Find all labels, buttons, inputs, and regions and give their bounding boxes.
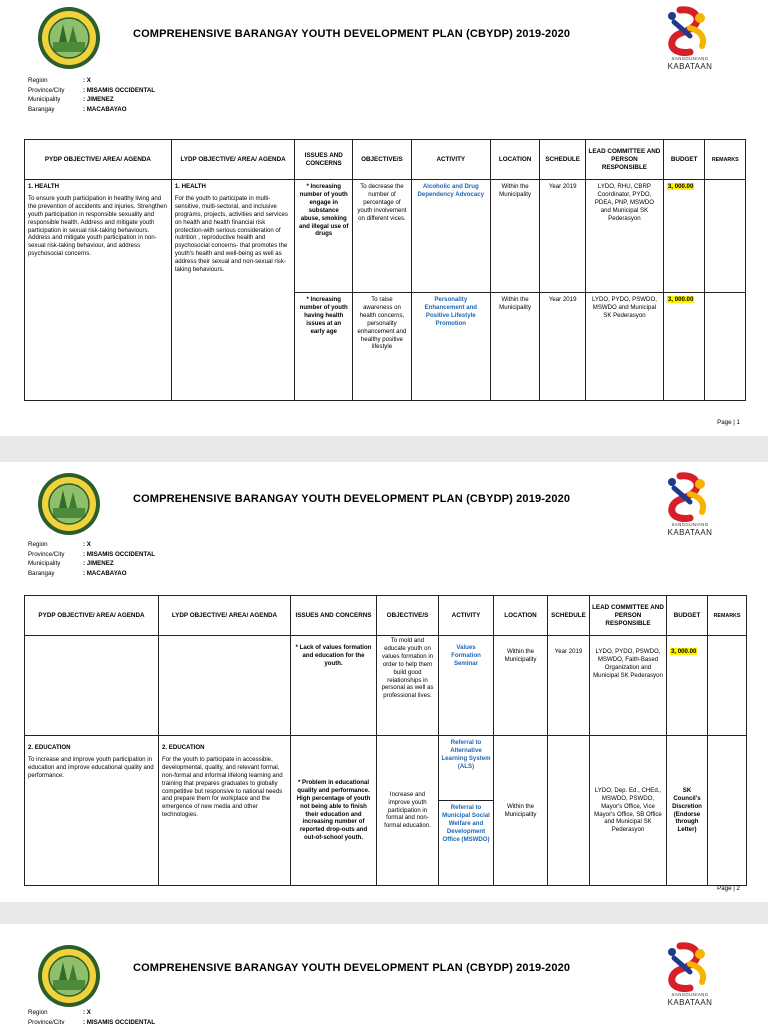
info-province: Province/City : MISAMIS OCCIDENTAL bbox=[28, 550, 156, 558]
issue-cell: * Lack of values formation and education for the youth. bbox=[291, 636, 377, 736]
header-lead: LEAD COMMITTEE AND PERSON RESPONSIBLE bbox=[590, 596, 667, 636]
pydp-cell bbox=[25, 180, 172, 401]
budget-value: 3, 000.00 bbox=[667, 183, 694, 190]
activity-cell: Values Formation Seminar bbox=[439, 636, 494, 736]
header-objectives: OBJECTIVE/S bbox=[377, 596, 439, 636]
plan-table bbox=[24, 139, 746, 401]
document-title: COMPREHENSIVE BARANGAY YOUTH DEVELOPMENT PLAN (CBYDP) 2019-2020 bbox=[133, 28, 571, 40]
table-header-row bbox=[25, 596, 747, 636]
activity-mswdo: Referral to Municipal Social Welfare and Development Office (MSWDO) bbox=[439, 800, 493, 847]
header-lydp: LYDP OBJECTIVE/ AREA/ AGENDA bbox=[159, 596, 291, 636]
header-activity: ACTIVITY bbox=[411, 140, 490, 180]
activity-als: Referral to Alternative Learning System (ALS) bbox=[441, 739, 491, 770]
lydp-cell bbox=[159, 636, 291, 736]
pydp-heading: 2. EDUCATION bbox=[28, 744, 71, 751]
header-lead: LEAD COMMITTEE AND PERSON RESPONSIBLE bbox=[585, 140, 663, 180]
info-region: Region : X bbox=[28, 541, 91, 548]
info-province: Province/City : MISAMIS OCCIDENTAL bbox=[28, 86, 156, 94]
barangay-seal-logo bbox=[37, 6, 101, 70]
pydp-heading: 1. HEALTH bbox=[28, 183, 60, 190]
barangay-seal-logo bbox=[37, 472, 101, 536]
table-row bbox=[25, 636, 747, 736]
budget-value: 3, 000.00 bbox=[671, 648, 697, 655]
header-remarks: REMARKS bbox=[705, 140, 746, 180]
lydp-text: For the youth to participate in multi-sensitive, multi-sectoral, and inclusive programs, projects, activities and services on health and health financial risk protection-with serious consideration of nutrition , reproductive health and psychosocial concerns- that promotes the youth's health and well-being as well as address their sexual and non-sexual risk-taking behaviours. bbox=[174, 194, 288, 274]
header-schedule: SCHEDULE bbox=[548, 596, 590, 636]
info-barangay: Barangay : MACABAYAO bbox=[28, 105, 127, 113]
activity-cell bbox=[439, 736, 494, 886]
remarks-cell bbox=[705, 180, 746, 293]
info-province: Province/City : MISAMIS OCCIDENTAL bbox=[28, 1018, 156, 1024]
header-pydp: PYDP OBJECTIVE/ AREA/ AGENDA bbox=[25, 140, 172, 180]
schedule-cell: Year 2019 bbox=[540, 293, 586, 401]
schedule-cell bbox=[548, 736, 590, 886]
sk-logo-line1: SANGGUNIANG bbox=[671, 522, 709, 527]
document-title: COMPREHENSIVE BARANGAY YOUTH DEVELOPMENT PLAN (CBYDP) 2019-2020 bbox=[133, 962, 571, 974]
location-cell: Within the Municipality bbox=[490, 293, 540, 401]
remarks-cell bbox=[705, 293, 746, 401]
header-issues: ISSUES AND CONCERNS bbox=[295, 140, 353, 180]
activity-cell: Alcoholic and Drug Dependency Advocacy bbox=[411, 180, 490, 293]
budget-cell bbox=[663, 180, 705, 293]
sk-logo-line2: KABATAAN bbox=[667, 62, 713, 71]
location-info bbox=[28, 540, 155, 578]
header-location: LOCATION bbox=[494, 596, 548, 636]
issue-cell: * Problem in educational quality and performance. High percentage of youth not being able to finish their education and increasing number of reported drop-outs and out-of-school youth. bbox=[291, 736, 377, 886]
issue-cell: * Increasing number of youth engage in substance abuse, smoking and illegal use of drugs bbox=[295, 180, 353, 293]
info-municipality: Municipality : JIMENEZ bbox=[28, 96, 114, 103]
budget-cell bbox=[667, 636, 708, 736]
lydp-cell bbox=[171, 180, 295, 401]
objective-cell: To decrease the number of percentage of youth involvement on different vices. bbox=[353, 180, 412, 293]
lydp-heading: 2. EDUCATION bbox=[162, 744, 205, 751]
header-objectives: OBJECTIVE/S bbox=[353, 140, 412, 180]
budget-cell: SK Council's Discretion (Endorse through Letter) bbox=[667, 736, 708, 886]
pydp-text: To increase and improve youth participation in education and improve educational quality and performance. bbox=[28, 755, 154, 779]
activity-cell: Personality Enhancement and Positive Lifestyle Promotion bbox=[411, 293, 490, 401]
sk-emblem-icon bbox=[660, 472, 720, 522]
lead-cell: LYDO, PYDO, PSWDO, MSWDO, Faith-Based Organization and Municipal SK Pederasyon bbox=[590, 636, 667, 736]
sk-logo bbox=[660, 472, 720, 544]
location-cell: Within the Municipality bbox=[490, 180, 540, 293]
remarks-cell bbox=[708, 636, 747, 736]
pydp-cell bbox=[25, 736, 159, 886]
sk-logo-line1: SANGGUNIANG bbox=[671, 56, 709, 61]
table-header-row bbox=[25, 140, 746, 180]
schedule-cell: Year 2019 bbox=[540, 180, 586, 293]
document-page-2 bbox=[0, 462, 768, 902]
table-row bbox=[25, 736, 747, 886]
objective-cell: To mold and educate youth on values formation in order to help them build good relationships in personal as well as professional lives. bbox=[377, 636, 439, 736]
lead-cell: LYDO, PYDO, PSWDO, MSWDO and Municipal SK Pederasyon bbox=[585, 293, 663, 401]
info-municipality: Municipality : JIMENEZ bbox=[28, 560, 114, 567]
page-number: Page | 1 bbox=[717, 419, 740, 426]
sk-logo bbox=[660, 942, 720, 1014]
budget-value: 3, 000.00 bbox=[667, 296, 694, 303]
location-info bbox=[28, 1008, 155, 1024]
page-number: Page | 2 bbox=[717, 885, 740, 892]
header-pydp: PYDP OBJECTIVE/ AREA/ AGENDA bbox=[25, 596, 159, 636]
info-barangay: Barangay : MACABAYAO bbox=[28, 569, 127, 577]
lydp-heading: 1. HEALTH bbox=[174, 183, 206, 190]
remarks-cell bbox=[708, 736, 747, 886]
location-cell: Within the Municipality bbox=[494, 736, 548, 886]
info-region: Region : X bbox=[28, 77, 91, 84]
header-lydp: LYDP OBJECTIVE/ AREA/ AGENDA bbox=[171, 140, 295, 180]
header-schedule: SCHEDULE bbox=[540, 140, 586, 180]
header-remarks: REMARKS bbox=[708, 596, 747, 636]
location-info bbox=[28, 76, 155, 114]
sk-emblem-icon bbox=[660, 942, 720, 992]
schedule-cell: Year 2019 bbox=[548, 636, 590, 736]
table-row bbox=[25, 180, 746, 293]
lead-cell: LYDO, Dep. Ed., CHEd., MSWDO, PSWDO, Mayor's Office, Vice Mayor's Office, SB Office and Municipal SK Pederasyon bbox=[590, 736, 667, 886]
issue-cell: * Increasing number of youth having health issues at an early age bbox=[295, 293, 353, 401]
info-region: Region : X bbox=[28, 1009, 91, 1016]
header-activity: ACTIVITY bbox=[439, 596, 494, 636]
sk-logo-line2: KABATAAN bbox=[667, 998, 713, 1007]
document-page-3 bbox=[0, 924, 768, 1024]
barangay-seal-logo bbox=[37, 944, 101, 1008]
sk-logo-line1: SANGGUNIANG bbox=[671, 992, 709, 997]
header-budget: BUDGET bbox=[663, 140, 705, 180]
header-location: LOCATION bbox=[490, 140, 540, 180]
pydp-text: To ensure youth participation in healthy living and the prevention of accidents and injuries. Strengthen youth participation in responsible sexuality and responsible health. Address and mitigate youth participation in sexual risk-taking behaviours. Address and mitigate youth participation in non-sexual risk-taking behaviour, and address psychosocial concerns. bbox=[28, 194, 167, 258]
lead-cell: LYDO, RHU, CBRP Coordinator, PYDO, PDEA, PNP, MSWDO and Municipal SK Pederasyon bbox=[585, 180, 663, 293]
lydp-text: For the youth to participate in accessible, developmental, quality, and relevant formal, non-formal and informal lifelong learning and training that prepares graduates to globally competitive but responsive to national needs and prepare them for workplace and the emergence of new media and other technologies. bbox=[162, 755, 283, 819]
sk-logo bbox=[660, 6, 720, 78]
pydp-cell bbox=[25, 636, 159, 736]
plan-table bbox=[24, 595, 747, 886]
sk-logo-line2: KABATAAN bbox=[667, 528, 713, 537]
objective-cell: Increase and improve youth participation in formal and non-formal education. bbox=[377, 736, 439, 886]
budget-cell bbox=[663, 293, 705, 401]
sk-emblem-icon bbox=[660, 6, 720, 56]
header-budget: BUDGET bbox=[667, 596, 708, 636]
document-title: COMPREHENSIVE BARANGAY YOUTH DEVELOPMENT PLAN (CBYDP) 2019-2020 bbox=[133, 493, 571, 505]
objective-cell: To raise awareness on health concerns, personality enhancement and healthy positive lifestyle bbox=[353, 293, 412, 401]
location-cell: Within the Municipality bbox=[494, 636, 548, 736]
lydp-cell bbox=[159, 736, 291, 886]
header-issues: ISSUES AND CONCERNS bbox=[291, 596, 377, 636]
document-page-1 bbox=[0, 0, 768, 436]
